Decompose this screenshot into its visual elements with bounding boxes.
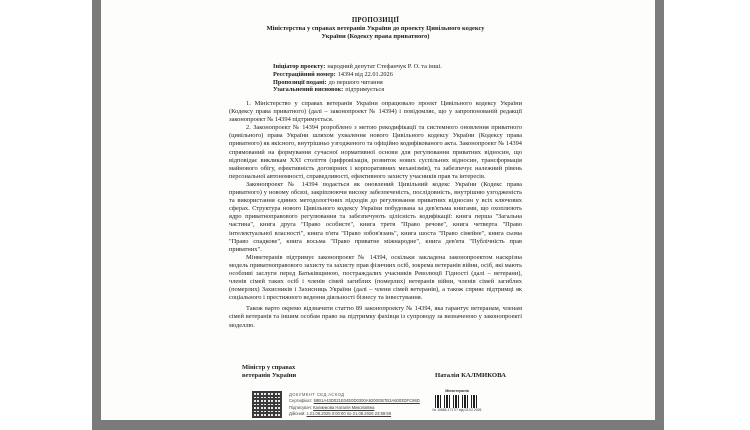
certificate-label: Сертифікат: xyxy=(289,398,313,404)
body-paragraph-4: Мінветеранів підтримує законопроект № 14394, оскільки закладена законопроектом наскрізна модель приватноправового захисту та захисту прав фізичних осіб, зокрема ветеранів війни, осіб, які мають особливі заслуги перед Батьківщиною, постраждалих учасників Революції Гідності (далі – ветерани), членів сімей таких осіб і членів сімей загиблих (померлих) ветеранів війни, членів сімей загиблих (померлих) Захисників і Захисниць України (далі – члени сімей ветеранів), а також сприяє підтримці як соціального і престижного ведення діяльності бізнесу та інвестування. xyxy=(229,253,522,302)
meta-label: Пропозиції подані: xyxy=(273,78,327,86)
document-page-inner xyxy=(101,0,655,420)
meta-row-initiator xyxy=(273,63,522,71)
document-header xyxy=(229,16,522,41)
signer-label: Підписувач: xyxy=(289,404,312,410)
meta-value: народний депутат Стефанчук Р. О. та інші. xyxy=(327,63,442,70)
meta-row-proposals-submitted xyxy=(273,79,522,87)
barcode-icon xyxy=(435,395,479,408)
signer-name: Наталія КАЛМИКОВА xyxy=(435,372,506,379)
validity-value: з 21.08.2025 0:00:00 по 21.08.2026 23:59:59 xyxy=(306,411,392,417)
edoc-stamp-footer xyxy=(101,388,655,420)
edoc-system-name: ДОКУМЕНТ СЕД АСКОД xyxy=(289,392,345,397)
meta-value: 14394 від 22.01.2026 xyxy=(337,70,393,78)
document-page xyxy=(92,0,664,430)
signature-block xyxy=(229,364,522,381)
edoc-validity-line xyxy=(289,411,419,417)
certificate-value: 58B1A43D021E04E0D0300A9200GB7B2A6003DFC96D xyxy=(313,398,420,404)
meta-label: Ініціатор проекту: xyxy=(273,63,326,70)
document-title: ПРОПОЗИЦІЇ xyxy=(351,17,400,24)
body-paragraph-5: Також варто окремо відзначити статтю 89 законопроекту № 14394, яка гарантує ветеранам, членам сімей ветеранів та іншим особам право на підтримку фахівця із супроводу за визначеною у законопроекті моделлю. xyxy=(229,305,522,329)
meta-value: підтримується xyxy=(345,86,385,94)
meta-label: Реєстраційний номер: xyxy=(273,70,336,78)
document-meta xyxy=(273,63,522,94)
signer-position-line1: Міністр у справах xyxy=(242,364,296,371)
edoc-signature-details xyxy=(289,392,419,418)
validity-label: Дійсний: xyxy=(289,411,306,417)
qr-code-icon xyxy=(252,391,282,418)
barcode-label: Мінветеранів xyxy=(445,389,469,393)
body-paragraph-2: 2. Законопроект № 14394 розроблено з метою рекодифікації та системного оновлення приватного (цивільного) права України шляхом ухвалення нового Цивільного кодексу України (Кодексу права приватного) як якісного, внутрішньо узгодженого та офіційно кодифікованого акта. Законопроект № 14394 спрямований на формування сучасної нормативної основи для регулювання приватних відносин, що відповідає викликам XXI століття (цифровізація, розвиток нових суспільних відносин, трансформація майнового обігу, ефективність договірних і корпоративних механізмів), та забезпечує належний рівень персональної автономності, справедливості, ефективного захисту учасників прав та інтересів. xyxy=(229,124,522,180)
meta-row-conclusion xyxy=(273,86,522,94)
signer-position xyxy=(242,364,296,381)
document-body xyxy=(229,100,522,362)
document-subtitle-line1: Міністерства у справах ветеранів України до проекту Цивільного кодексу xyxy=(266,25,485,32)
registration-barcode-block xyxy=(428,389,486,412)
signer-position-line2: ветеранів України xyxy=(242,372,297,380)
meta-value: до першого читання xyxy=(328,78,383,86)
body-paragraph-3: Законопроект № 14394 подається як оновлений Цивільний кодекс України (Кодекс права приватного) у новому обсязі, закріплюючи високу забезпеченість, послідовність, внутрішню узгодженість та використання єдиних методологічних підходів до регулювання приватних відносин у всіх ключових сферах. Структура нового Цивільного кодексу України побудована за дев'ятьма книгами, що охоплюють ядро приватноправового регулювання та забезпечують цілісність кодифікації: книга перша "Загальна частина", книга друга "Право особисте", книга третя "Право речове", книга четверта "Право інтелектуальної власності", книга п'ята "Право зобов'язань", книга шоста "Право сімейне", книга сьома "Право спадкове", книга восьма "Право приватне міжнародне", книга дев'ята "Публічність прав приватних". xyxy=(229,180,522,253)
signer-value: Калмикова Наталія Миколаївна xyxy=(313,404,375,410)
meta-label: Узагальнений висновок: xyxy=(273,86,344,94)
meta-row-registration-number xyxy=(273,71,522,79)
document-subtitle-line2: України (Кодексу права приватного) xyxy=(321,33,430,41)
barcode-number: № 10665-1717/7 від 03.02.2026 xyxy=(432,407,482,412)
body-paragraph-1: 1. Міністерство у справах ветеранів України опрацювало проект Цивільного кодексу України (Кодексу права приватного) (далі – законопроект № 14394) і повідомляє, що у запропонованій редакції законопроект № 14394 підтримується. xyxy=(229,100,522,124)
